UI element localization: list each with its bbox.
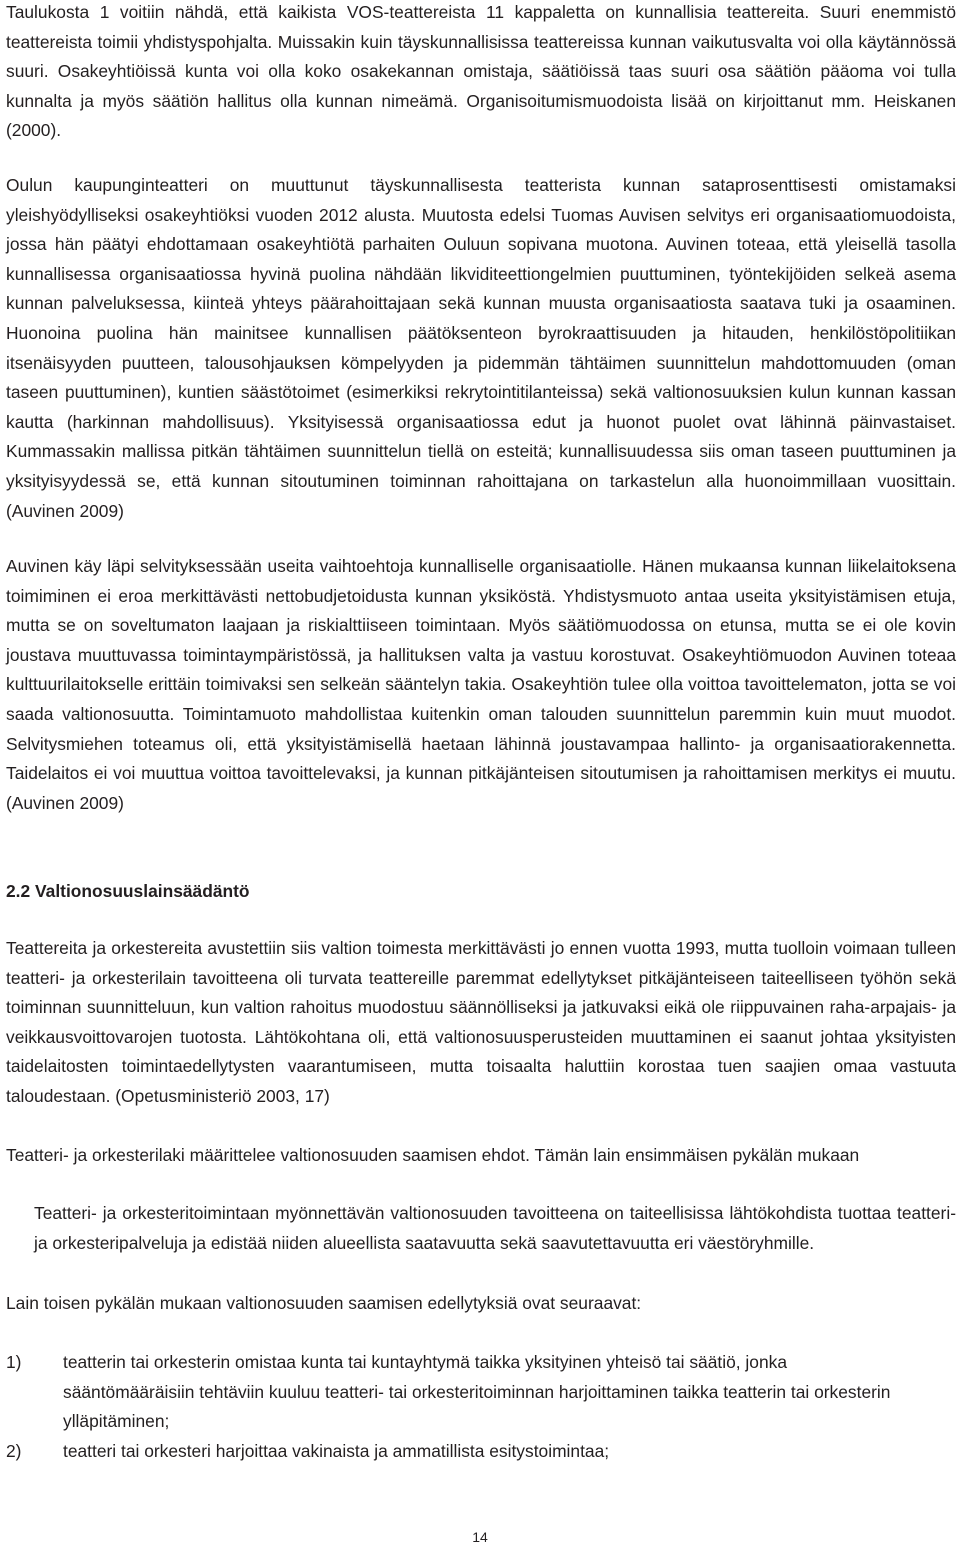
paragraph-state-funding: Teattereita ja orkestereita avustettiin siis valtion toimesta merkittävästi jo ennen vuotta 1993, mutta tuolloin voimaan tulleen teatteri- ja orkesterilain tavoitteena oli turvata teattereille paremmat edellytykset pitkäjänteiseen taiteelliseen työhön sekä toiminnan suunnitteluun, kun valtion rahoitus muodostuu säännölliseksi ja jatkuvaksi eikä ole riippuvainen raha-arpajais- ja veikkausvoittovarojen tuotosta. Lähtökohtana oli, että valtionosuusperusteiden muuttaminen ei saanut johtaa yksityisten taidelaitosten toimintaedellytysten vaarantumiseen, mutta toisaalta haluttiin korostaa tuen saajien omaa vastuuta taloudestaan. (Opetusministeriö 2003, 17) [6, 938, 956, 1106]
list-item [6, 1348, 906, 1437]
paragraph-auvinen-alternatives: Auvinen käy läpi selvityksessään useita vaihtoehtoja kunnalliselle organisaatiolle. Hänen mukaansa kunnan liikelaitoksena toimiminen ei eroa merkittävästi nettobudjetoidusta kunnan yksiköstä. Yhdistysmuoto antaa useita yksityistämisen etuja, mutta se on soveltumaton laajaan ja riskialttiiseen toimintaan. Myös säätiömuodossa on etunsa, mutta se ei ole kovin joustava muuttuvassa toimintaympäristössä, ja hallituksen valta ja vastuu korostuvat. Osakeyhtiömuodon Auvinen toteaa kulttuurilaitokselle erittäin toimivaksi sen selkeän sääntelyn takia. Osakeyhtiön tulee olla voittoa tavoittelematon, jotta se voi saada valtionosuutta. Toimintamuoto mahdollistaa kuitenkin oman talouden suunnittelun paremmin kuin muut muodot. Selvitysmiehen toteamus oli, että yksityistämisellä haetaan lähinnä joustavampaa hallinto- ja organisaatiorakennetta. Taidelaitos ei voi muuttua voittoa tavoittelevaksi, ja kunnan pitkäjänteisen sitoutumisen ja rahoittamisen merkitys ei muutu. (Auvinen 2009) [6, 556, 956, 813]
paragraph-oulu-theatre: Oulun kaupunginteatteri on muuttunut täyskunnallisesta teatterista kunnan sataprosenttisesti omistamaksi yleishyödylliseksi osakeyhtiöksi vuoden 2012 alusta. Muutosta edelsi Tuomas Auvisen selvitys eri organisaatiomuodoista, jossa hän päätyi ehdottamaan osakeyhtiötä parhaiten Ouluun sopivana muotona. Auvinen toteaa, että yleisellä tasolla kunnallisessa organisaatiossa hyvinä puolina nähdään likviditeettiongelmien puuttuminen, työntekijöiden selkeä asema kunnan palveluksessa, kiinteä yhteys päärahoittajaan sekä kunnan muusta organisaatiosta saatava tuki ja osaaminen. Huonoina puolina hän mainitsee kunnallisen päätöksenteon byrokraattisuuden ja hitauden, henkilöstöpolitiikan itsenäisyyden puutteen, talousohjauksen kömpelyyden ja pidemmän tähtäimen suunnittelun mahdottomuuden (oman taseen puuttuminen), kuntien säästötoimet (esimerkiksi rekrytointitilanteissa) sekä valtionosuuksien kulun kunnan kassan kautta (harkinnan mahdollisuus). Yksityisessä organisaatiossa edut ja huonot puolet ovat lähinnä päinvastaiset. Kummassakin mallissa pitkän tähtäimen suunnittelun tiellä on esteitä; kunnallisuudessa siis oman taseen puuttuminen ja yksityisyydessä se, että kunnan sitoutuminen toiminnan rahoittajana on tarkastelun alla huonoimmillaan vuosittain. (Auvinen 2009) [6, 175, 956, 521]
list-item [6, 1437, 906, 1467]
requirements-list [6, 1348, 906, 1466]
law-quote: Teatteri- ja orkesteritoimintaan myönnettävän valtionosuuden tavoitteena on taiteellisissa lähtökohdista tuottaa teatteri- ja orkesteripalveluja ja edistää niiden alueellista saatavuutta sekä saavutettavuutta eri väestöryhmille. [34, 1203, 956, 1253]
list-item-text: teatterin tai orkesterin omistaa kunta tai kuntayhtymä taikka yksityinen yhteisö tai säätiö, jonka sääntömääräisiin tehtäviin kuuluu teatteri- tai orkesteritoiminnan harjoittaminen taikka teatterin tai orkesterin ylläpitäminen; [63, 1352, 891, 1432]
list-item-number: 2) [6, 1440, 22, 1461]
section-heading: 2.2 Valtionosuuslainsäädäntö [6, 881, 250, 901]
page-number: 14 [472, 1529, 488, 1545]
paragraph-law-conditions: Teatteri- ja orkesterilaki määrittelee valtionosuuden saamisen ehdot. Tämän lain ensimmäisen pykälän mukaan [6, 1145, 860, 1165]
list-item-number: 1) [6, 1352, 22, 1372]
list-item-text: teatteri tai orkesteri harjoittaa vakinaista ja ammatillista esitystoimintaa; [63, 1440, 610, 1461]
paragraph-requirements-intro: Lain toisen pykälän mukaan valtionosuuden saamisen edellytyksiä ovat seuraavat: [6, 1293, 642, 1313]
paragraph-vos-theatres: Taulukosta 1 voitiin nähdä, että kaikista VOS-teattereista 11 kappaletta on kunnallisia teattereita. Suuri enemmistö teattereista toimii yhdistyspohjalta. Muissakin kuin täyskunnallisissa teattereissa kunnan vaikutusvalta voi olla käytännössä suuri. Osakeyhtiöissä kunta voi olla koko osakekannan omistaja, säätiöissä taas suuri osa säätiön pääoma voi tulla kunnalta ja myös säätiön hallitus olla kunnan nimeämä. Organisoitumismuodoista lisää on kirjoittanut mm. Heiskanen (2000). [6, 2, 956, 141]
